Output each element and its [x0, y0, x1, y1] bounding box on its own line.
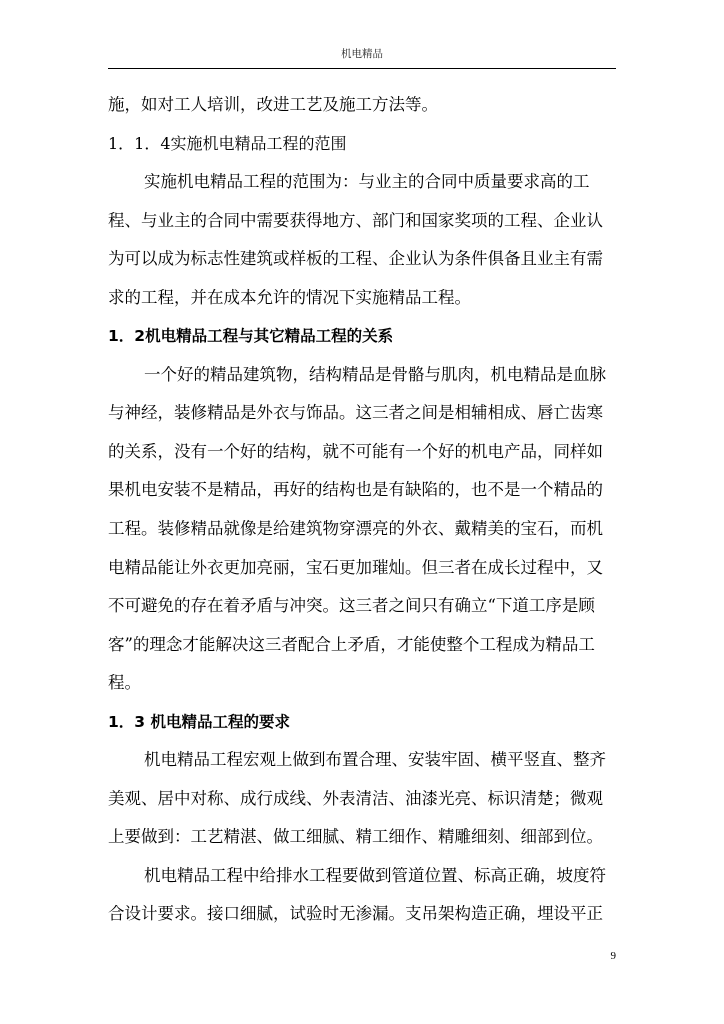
text-line: 为可以成为标志性建筑或样板的工程、企业认为条件俱备且业主有需 [108, 249, 603, 269]
text-line: 电精品能让外衣更加亮丽，宝石更加璀灿。但三者在成长过程中，又 [108, 557, 603, 577]
text-line: 果机电安装不是精品，再好的结构也是有缺陷的，也不是一个精品的 [108, 480, 603, 500]
text-line: 机电精品工程宏观上做到布置合理、安装牢固、横平竖直、整齐 [144, 750, 606, 770]
subsection-heading: 1．1．4实施机电精品工程的范围 [108, 133, 347, 153]
text-line: 合设计要求。接口细腻，试验时无渗漏。支吊架构造正确，埋设平正 [108, 904, 603, 924]
text-line: 的关系，没有一个好的结构，就不可能有一个好的机电产品，同样如 [108, 441, 603, 461]
page-header: 机电精品 [341, 48, 383, 60]
text-line: 上要做到：工艺精湛、做工细腻、精工细作、精雕细刻、细部到位。 [108, 827, 603, 847]
body-text [108, 86, 616, 934]
text-line: 不可避免的存在着矛盾与冲突。这三者之间只有确立“下道工序是顾 [108, 596, 595, 616]
section-heading: 1．3 机电精品工程的要求 [108, 712, 290, 731]
text-line: 与神经，装修精品是外衣与饰品。这三者之间是相辅相成、唇亡齿寒 [108, 403, 603, 423]
text-line: 工程。装修精品就像是给建筑物穿漂亮的外衣、戴精美的宝石，而机 [108, 519, 603, 539]
text-line: 求的工程，并在成本允许的情况下实施精品工程。 [108, 287, 471, 307]
text-line: 程。 [108, 673, 141, 693]
page-number: 9 [610, 950, 616, 962]
text-line: 施，如对工人培训，改进工艺及施工方法等。 [108, 95, 438, 114]
text-line: 机电精品工程中给排水工程要做到管道位置、标高正确，坡度符 [144, 865, 606, 885]
text-line: 一个好的精品建筑物，结构精品是骨骼与肌肉，机电精品是血脉 [144, 364, 606, 384]
section-heading: 1．2机电精品工程与其它精品工程的关系 [108, 327, 394, 346]
text-line: 实施机电精品工程的范围为：与业主的合同中质量要求高的工 [144, 172, 590, 192]
text-line: 美观、居中对称、成行成线、外表清洁、油漆光亮、标识清楚；微观 [108, 788, 603, 808]
text-line: 客”的理念才能解决这三者配合上矛盾，才能使整个工程成为精品工 [108, 634, 595, 654]
text-line: 程、与业主的合同中需要获得地方、部门和国家奖项的工程、企业认 [108, 210, 603, 230]
header-rule [108, 68, 616, 69]
